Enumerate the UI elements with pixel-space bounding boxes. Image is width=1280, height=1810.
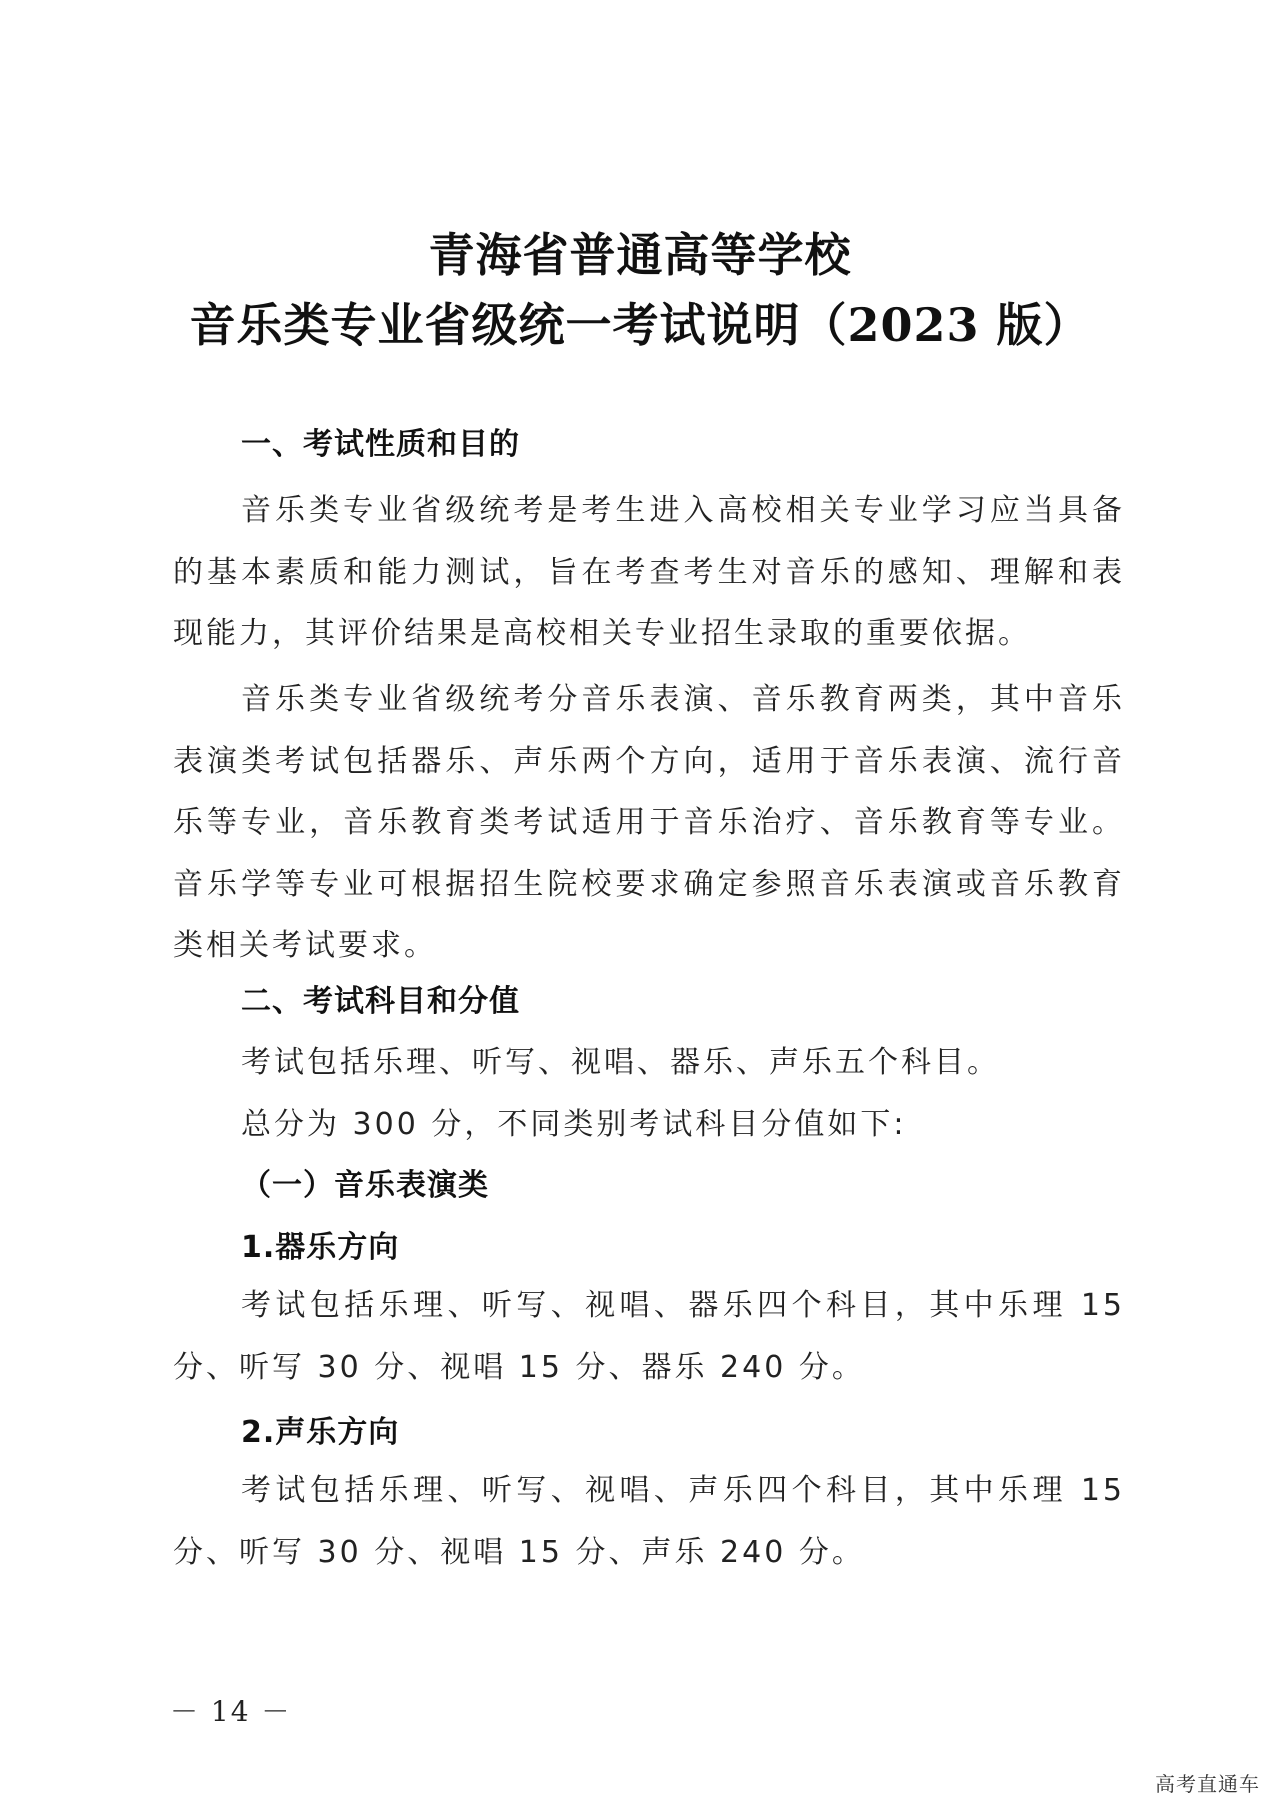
document-title-line1: 青海省普通高等学校 (428, 228, 852, 282)
watermark: 高考直通车 (1155, 1772, 1260, 1796)
section2-line2: 总分为 300 分，不同类别考试科目分值如下: (241, 1107, 907, 1142)
document-title-line2: 音乐类专业省级统一考试说明（2023 版） (189, 298, 1091, 352)
subsection1-heading: （一）音乐表演类 (241, 1168, 489, 1203)
item1-text: 考试包括乐理、听写、视唱、器乐四个科目，其中乐理 15 分、听写 30 分、视唱 15 分、器乐 240 分。 (173, 1288, 1125, 1385)
section1-heading: 一、考试性质和目的 (241, 427, 520, 462)
item2-text: 考试包括乐理、听写、视唱、声乐四个科目，其中乐理 15 分、听写 30 分、视唱 15 分、声乐 240 分。 (173, 1473, 1125, 1570)
item1-heading: 1.器乐方向 (241, 1230, 400, 1265)
section2-line1: 考试包括乐理、听写、视唱、器乐、声乐五个科目。 (241, 1045, 1000, 1080)
section1-paragraph1: 音乐类专业省级统考是考生进入高校相关专业学习应当具备的基本素质和能力测试，旨在考查考生对音乐的感知、理解和表现能力，其评价结果是高校相关专业招生录取的重要依据。 (173, 493, 1125, 651)
section1-paragraph2: 音乐类专业省级统考分音乐表演、音乐教育两类，其中音乐表演类考试包括器乐、声乐两个方向，适用于音乐表演、流行音乐等专业，音乐教育类考试适用于音乐治疗、音乐教育等专业。音乐学等专业可根据招生院校要求确定参照音乐表演或音乐教育类相关考试要求。 (173, 682, 1125, 963)
page-number: － 14 － (170, 1695, 292, 1728)
section2-heading: 二、考试科目和分值 (241, 984, 520, 1019)
item2-heading: 2.声乐方向 (241, 1415, 400, 1450)
